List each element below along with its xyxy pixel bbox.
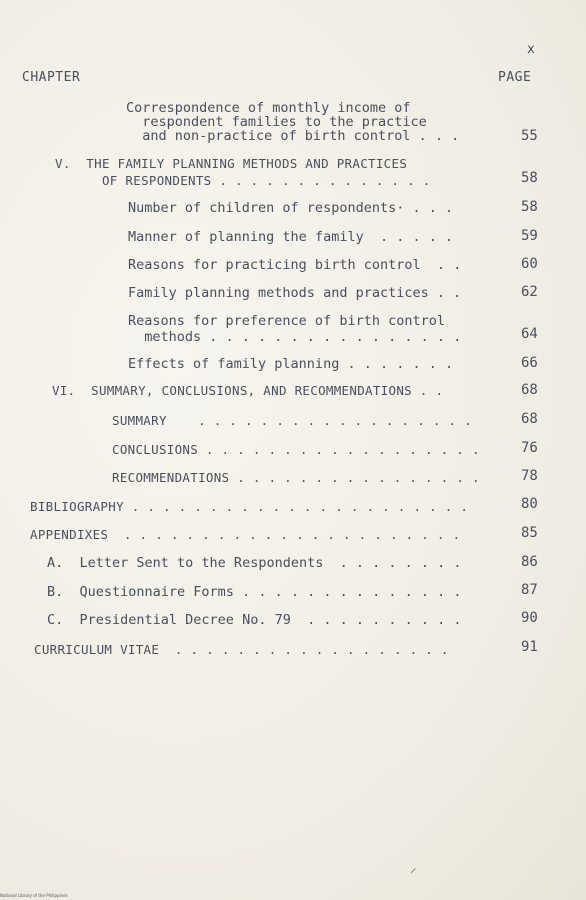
stray-mark: ⸝ (410, 861, 417, 876)
toc-page-number: 68 (521, 411, 538, 427)
footer-library-credit: National Library of the Philippines (0, 893, 68, 898)
toc-page-number: 90 (521, 610, 538, 626)
toc-entry-text: Manner of planning the family . . . . . (128, 229, 454, 245)
toc-chapter-title: APPENDIXES . . . . . . . . . . . . . . . . . . . . . . (30, 527, 461, 542)
toc-entry-text: A. Letter Sent to the Respondents . . . . . . . . (47, 555, 462, 571)
toc-page-number: 58 (521, 199, 538, 215)
toc-chapter-title: V. THE FAMILY PLANNING METHODS AND PRACTICES (55, 156, 408, 171)
toc-page-number: 86 (521, 554, 538, 570)
toc-section-title: RECOMMENDATIONS . . . . . . . . . . . . . . . . (112, 470, 480, 485)
toc-page-number: 60 (521, 256, 538, 272)
page-number: x (527, 42, 535, 57)
toc-page-number: 68 (521, 382, 538, 398)
toc-entry-text: respondent families to the practice (126, 114, 427, 130)
toc-entry-text: Reasons for practicing birth control . . (128, 257, 462, 273)
toc-page-number: 91 (521, 639, 538, 655)
toc-page-number: 87 (521, 582, 538, 598)
toc-entry-text: and non-practice of birth control . . . (126, 128, 460, 144)
toc-entry-text: Number of children of respondents· . . . (128, 200, 454, 216)
toc-entry-text: C. Presidential Decree No. 79 . . . . . . . . . . (47, 612, 462, 628)
toc-chapter-title: VI. SUMMARY, CONCLUSIONS, AND RECOMMENDATIONS . . (52, 383, 444, 398)
chapter-header: CHAPTER (22, 70, 81, 85)
toc-page-number: 62 (521, 284, 538, 300)
toc-chapter-title: OF RESPONDENTS . . . . . . . . . . . . . . (55, 173, 431, 188)
toc-section-title: CONCLUSIONS . . . . . . . . . . . . . . . . . . (112, 442, 480, 457)
toc-page-number: 76 (521, 440, 538, 456)
toc-entry-text: B. Questionnaire Forms . . . . . . . . . . . . . . (47, 584, 462, 600)
toc-page-number: 55 (521, 128, 538, 144)
toc-section-title: SUMMARY . . . . . . . . . . . . . . . . . . (112, 413, 472, 428)
toc-page-number: 64 (521, 326, 538, 342)
toc-page-number: 58 (521, 170, 538, 186)
toc-chapter-title: BIBLIOGRAPHY . . . . . . . . . . . . . . . . . . . . . . (30, 499, 469, 514)
toc-page-number: 66 (521, 355, 538, 371)
toc-page-number: 59 (521, 228, 538, 244)
toc-entry-text: methods . . . . . . . . . . . . . . . . (128, 329, 462, 345)
toc-page-number: 80 (521, 496, 538, 512)
toc-page-number: 85 (521, 525, 538, 541)
toc-entry-text: Effects of family planning . . . . . . . (128, 356, 454, 372)
page-header: PAGE (498, 70, 532, 85)
toc-entry-text: Correspondence of monthly income of (126, 100, 411, 116)
toc-entry-text: Family planning methods and practices . . (128, 285, 462, 301)
toc-page-number: 78 (521, 468, 538, 484)
toc-entry-text: Reasons for preference of birth control (128, 313, 445, 329)
toc-chapter-title: CURRICULUM VITAE . . . . . . . . . . . . . . . . . . (34, 642, 449, 657)
